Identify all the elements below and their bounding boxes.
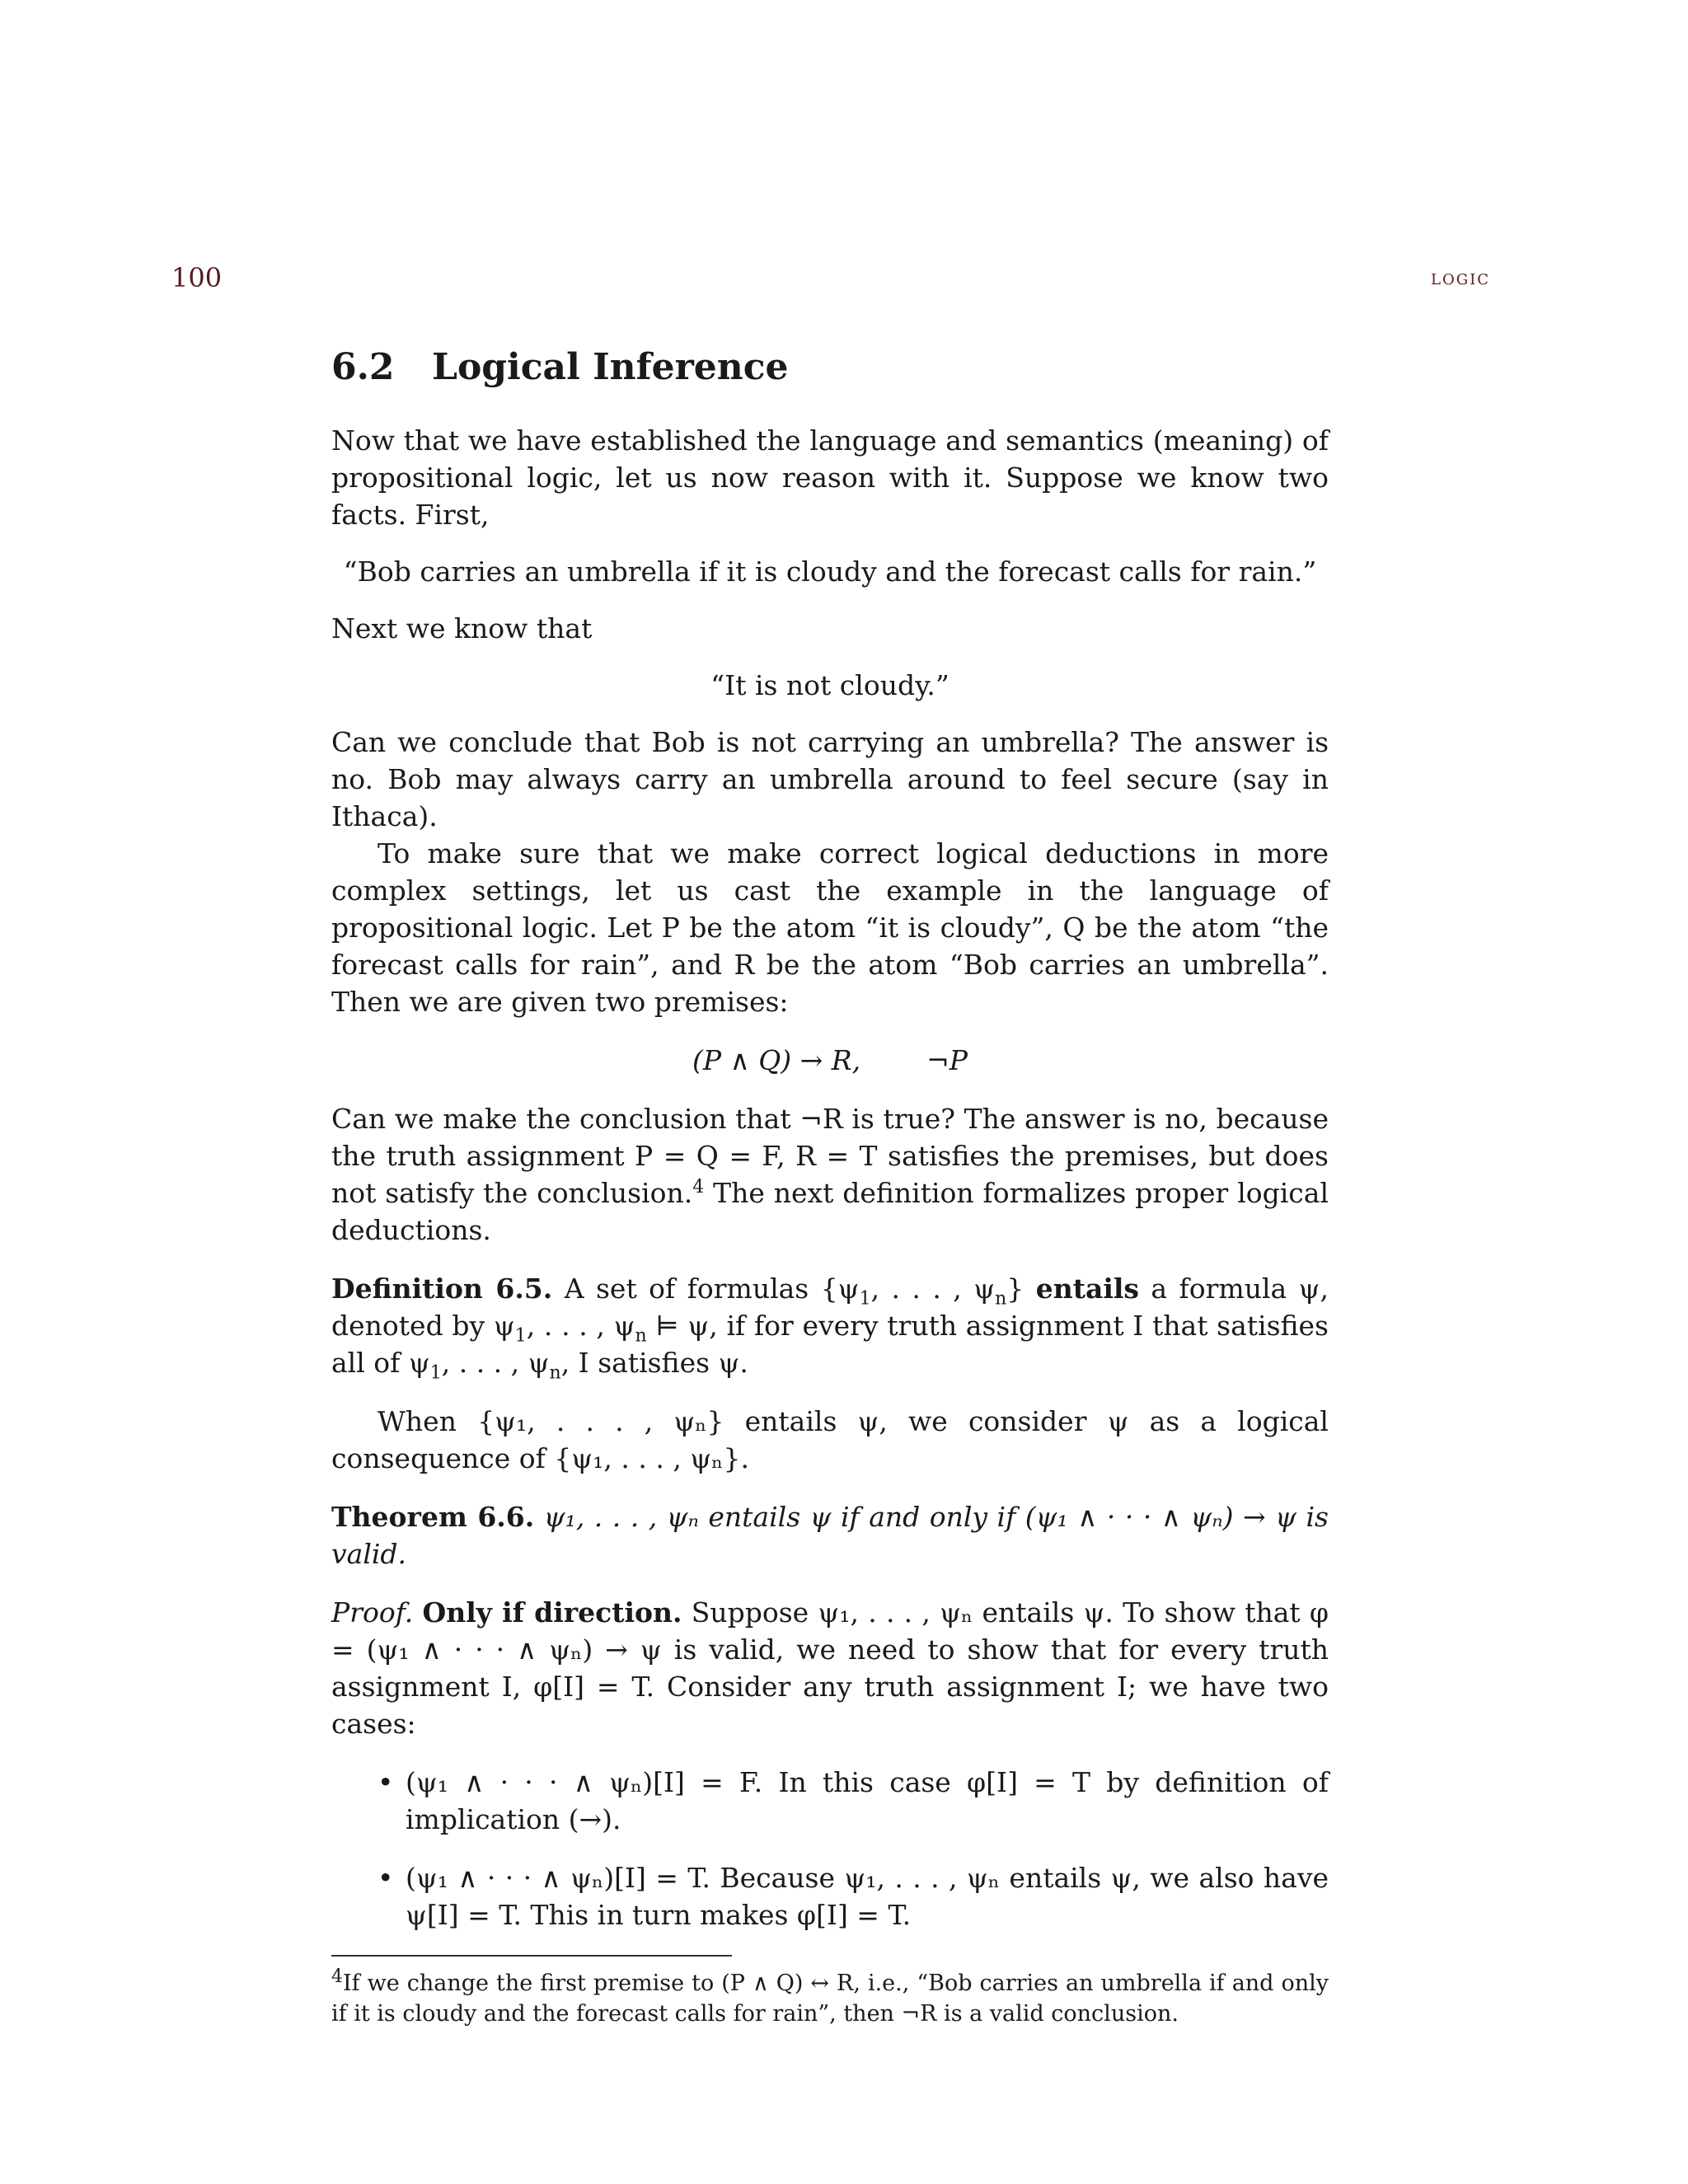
footnote xyxy=(331,1968,1329,2029)
definition-text: , . . . , ψ xyxy=(870,1272,996,1305)
truth-assignment-tail: The next definition formalizes proper logical deductions. xyxy=(331,1177,1329,1246)
bullet-icon: • xyxy=(377,1766,394,1798)
intro-paragraph: Now that we have established the language and semantics (meaning) of propositional logic, let us now reason with it. Suppose we know two facts. First, xyxy=(331,424,1329,531)
sub-1: 1 xyxy=(859,1288,871,1310)
sub-n: n xyxy=(549,1362,561,1384)
case-text: (ψ₁ ∧ · · · ∧ ψₙ)[I] = F. In this case φ[I] = T by definition of implication (→). xyxy=(406,1766,1329,1835)
quote-umbrella: “Bob carries an umbrella if it is cloudy and the forecast calls for rain.” xyxy=(343,555,1317,588)
list-item xyxy=(331,1859,1329,1933)
footnote-text: If we change the first premise to (P ∧ Q) ↔ R, i.e., “Bob carries an umbrella if and only if it is cloudy and the forecast calls for rain”, then ¬R is a valid conclusion. xyxy=(331,1971,1329,2027)
premise-implication: (P ∧ Q) → R, xyxy=(692,1044,861,1076)
premises-display xyxy=(331,1042,1329,1079)
definition-entails: entails xyxy=(1035,1272,1139,1305)
list-item xyxy=(331,1764,1329,1838)
sub-n: n xyxy=(995,1288,1007,1310)
definition-text: A set of formulas {ψ xyxy=(552,1272,860,1305)
truth-assignment-text: Can we make the conclusion that ¬R is true? The answer is no, because the truth assignment P = Q = F, R = T satisfies the premises, but does not satisfy the conclusion. xyxy=(331,1103,1329,1209)
footnote-mark: 4 xyxy=(692,1177,705,1197)
section-number: 6.2 xyxy=(331,346,395,388)
theorem-label: Theorem 6.6. xyxy=(331,1501,535,1533)
theorem-text: ψ₁, . . . , ψₙ entails ψ if and only if (ψ₁ ∧ · · · ∧ ψₙ) → ψ is valid. xyxy=(331,1501,1329,1570)
proof-label: Proof. xyxy=(331,1596,414,1629)
page-number: 100 xyxy=(171,262,223,293)
next-line: Next we know that xyxy=(331,612,593,644)
proof-text: Suppose ψ₁, . . . , ψₙ entails ψ. To show that φ = (ψ₁ ∧ · · · ∧ ψₙ) → ψ is valid, we need to show that for every truth assignment I, φ[I] = T. Consider any truth assignment I; we have two cases: xyxy=(331,1596,1329,1740)
text-column xyxy=(331,344,1329,2029)
definition-text: ⊨ ψ, if for every truth assignment I that satisfies all of ψ xyxy=(331,1310,1329,1379)
conclusion-paragraph: Can we conclude that Bob is not carrying an umbrella? The answer is no. Bob may always carry an umbrella around to feel secure (say in Ithaca). xyxy=(331,726,1329,832)
consequence-paragraph: When {ψ₁, . . . , ψₙ} entails ψ, we consider ψ as a logical consequence of {ψ₁, . . . , ψₙ}. xyxy=(331,1405,1329,1474)
footnote-rule xyxy=(331,1955,732,1957)
definition-text: , I satisfies ψ. xyxy=(560,1347,748,1379)
definition-block xyxy=(331,1270,1329,1384)
section-title: Logical Inference xyxy=(432,346,789,388)
bullet-icon: • xyxy=(377,1862,394,1894)
sub-n: n xyxy=(635,1325,647,1347)
proof-block xyxy=(331,1594,1329,1742)
definition-text: , . . . , ψ xyxy=(526,1310,635,1342)
proof-direction: Only if direction. xyxy=(422,1596,682,1629)
sub-1: 1 xyxy=(429,1362,442,1384)
definition-label: Definition 6.5. xyxy=(331,1272,553,1305)
quote-not-cloudy: “It is not cloudy.” xyxy=(710,669,950,701)
case-text: (ψ₁ ∧ · · · ∧ ψₙ)[I] = T. Because ψ₁, . . . , ψₙ entails ψ, we also have ψ[I] = T. This in turn makes φ[I] = T. xyxy=(406,1862,1329,1931)
sub-1: 1 xyxy=(514,1325,527,1347)
running-title: logic xyxy=(1431,265,1490,290)
definition-text: , . . . , ψ xyxy=(441,1347,550,1379)
truth-assignment-paragraph xyxy=(331,1100,1329,1249)
definition-text: } xyxy=(1006,1272,1036,1305)
section-heading xyxy=(331,344,1329,391)
theorem-block xyxy=(331,1498,1329,1572)
footnote-number: 4 xyxy=(331,1966,343,1987)
cast-paragraph: To make sure that we make correct logical deductions in more complex settings, let us cast the example in the language of propositional logic. Let P be the atom “it is cloudy”, Q be the atom “the forecast calls for rain”, and R be the atom “Bob carries an umbrella”. Then we are given two premises: xyxy=(331,837,1329,1018)
definition-text: a formula ψ, denoted by ψ xyxy=(331,1272,1329,1342)
proof-cases xyxy=(331,1764,1329,1933)
premise-not-p: ¬P xyxy=(926,1044,968,1076)
